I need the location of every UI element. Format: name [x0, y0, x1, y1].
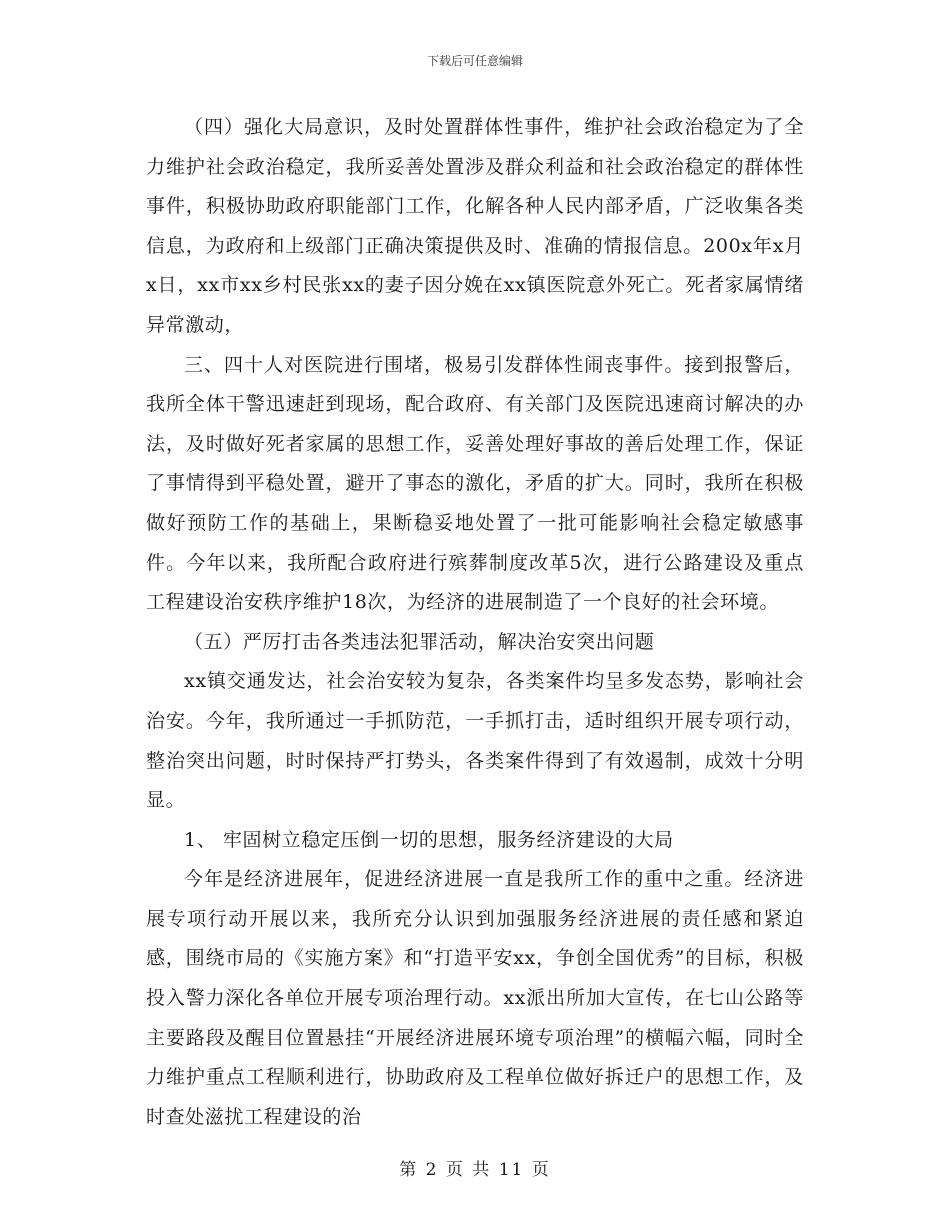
page-footer: 第 2 页 共 11 页 — [399, 1160, 551, 1180]
document-body — [146, 108, 804, 1137]
paragraph-economic-development: 今年是经济进展年，促进经济进展一直是我所工作的重中之重。经济进展专项行动开展以来，我所充分认识到加强服务经济进展的责任感和紧迫感，围绕市局的《实施方案》和“打造平安xx，争创全国优秀”的目标，积极投入警力深化各单位开展专项治理行动。xx派出所加大宣传，在七山公路等主要路段及醒目位置悬挂“开展经济进展环境专项治理”的横幅六幅，同时全力维护重点工程顺利进行，协助政府及工程单位做好拆迁户的思想工作，及时查处滋扰工程建设的治 — [146, 868, 804, 1128]
heading-section-five: （五）严厉打击各类违法犯罪活动，解决治安突出问题 — [184, 630, 655, 653]
header-note: 下载后可任意编辑 — [426, 54, 523, 68]
paragraph-hospital-incident: 三、四十人对医院进行围堵，极易引发群体性闹丧事件。接到报警后，我所全体干警迅速赶到现场，配合政府、有关部门及医院迅速商讨解决的办法，及时做好死者家属的思想工作，妥善处理好事故的善后处理工作，保证了事情得到平稳处置，避开了事态的激化，矛盾的扩大。同时，我所在积极做好预防工作的基础上，果断稳妥地处置了一批可能影响社会稳定敏感事件。今年以来，我所配合政府进行殡葬制度改革5次，进行公路建设及重点工程建设治安秩序维护18次，为经济的进展制造了一个良好的社会环境。 — [146, 353, 804, 614]
heading-item-one: 1、 牢固树立稳定压倒一切的思想，服务经济建设的大局 — [184, 828, 674, 851]
paragraph-section-four: （四）强化大局意识，及时处置群体性事件，维护社会政治稳定为了全力维护社会政治稳定，我所妥善处置涉及群众利益和社会政治稳定的群体性事件，积极协助政府职能部门工作，化解各种人民内部矛盾，广泛收集各类信息，为政府和上级部门正确决策提供及时、准确的情报信息。200x年x月x日，xx市xx乡村民张xx的妻子因分娩在xx镇医院意外死亡。死者家属情绪异常激动， — [146, 116, 804, 336]
paragraph-town-security: xx镇交通发达，社会治安较为复杂，各类案件均呈多发态势，影响社会治安。今年，我所通过一手抓防范，一手抓打击，适时组织开展专项行动，整治突出问题，时时保持严打势头，各类案件得到了有效遏制，成效十分明显。 — [146, 670, 804, 812]
